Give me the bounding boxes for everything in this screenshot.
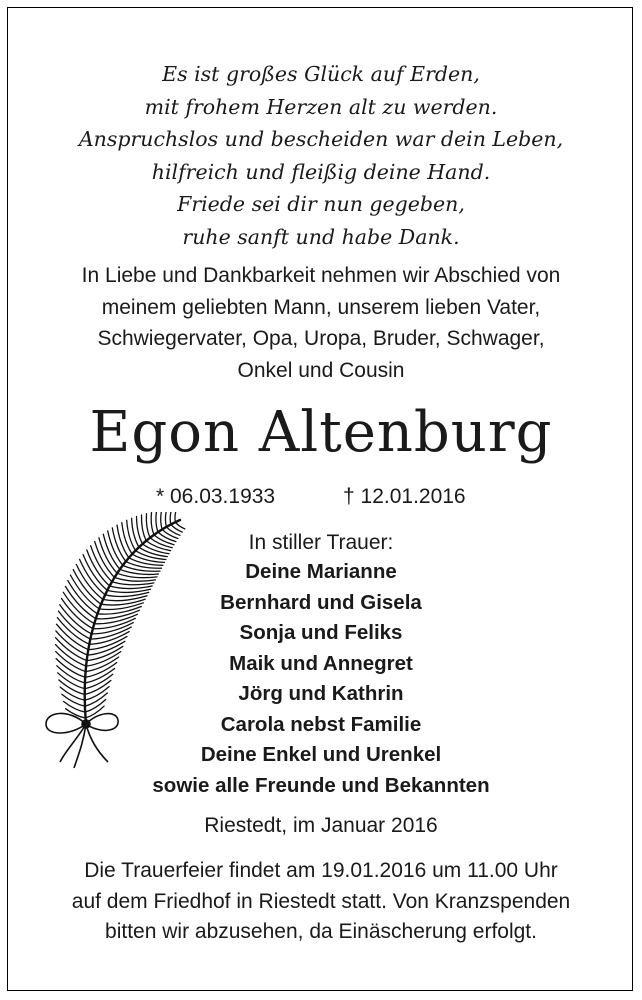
farewell-intro [0, 260, 642, 386]
mourner-entry: Deine Marianne [245, 560, 397, 583]
death-date: † 12.01.2016 [343, 485, 466, 508]
mourner-entry: Jörg und Kathrin [238, 682, 404, 705]
poem-line: ruhe sanft und habe Dank. [182, 224, 460, 249]
intro-line: Schwiegervater, Opa, Uropa, Bruder, Schwager, [97, 327, 545, 350]
poem-line: hilfreich und fleißig deine Hand. [151, 159, 491, 184]
mourner-entry: Deine Enkel und Urenkel [200, 743, 442, 766]
poem-line: mit frohem Herzen alt zu werden. [144, 94, 498, 119]
mourner-entry: Bernhard und Gisela [220, 590, 422, 614]
notice-line: bitten wir abzusehen, da Einäscherung erfolgt. [105, 920, 537, 943]
mourner-entry: Carola nebst Familie [220, 712, 422, 736]
funeral-notice [0, 856, 642, 948]
notice-line: auf dem Friedhof in Riestedt statt. Von Kranzspenden [71, 889, 571, 913]
birth-date: * 06.03.1933 [156, 485, 276, 508]
intro-line: In Liebe und Dankbarkeit nehmen wir Abschied von [81, 264, 561, 287]
mourner-entry: Sonja und Feliks [239, 621, 403, 644]
place-and-date: Riestedt, im Januar 2016 [204, 814, 438, 837]
poem-line: Friede sei dir nun gegeben, [177, 192, 465, 216]
memorial-poem [0, 58, 642, 253]
intro-line: Onkel und Cousin [237, 358, 405, 382]
mourner-entry: sowie alle Freunde und Bekannten [152, 773, 490, 797]
poem-line: Anspruchslos und bescheiden war dein Leben, [78, 127, 564, 151]
mourners-list [0, 557, 642, 801]
mourner-entry: Maik und Annegret [229, 651, 413, 675]
poem-line: Es ist großes Glück auf Erden, [162, 62, 480, 86]
mourning-heading: In stiller Trauer: [248, 531, 394, 554]
intro-line: meinem geliebten Mann, unserem lieben Vater, [101, 295, 541, 319]
notice-line: Die Trauerfeier findet am 19.01.2016 um 11.00 Uhr [84, 859, 558, 882]
deceased-name: Egon Altenburg [89, 400, 553, 465]
